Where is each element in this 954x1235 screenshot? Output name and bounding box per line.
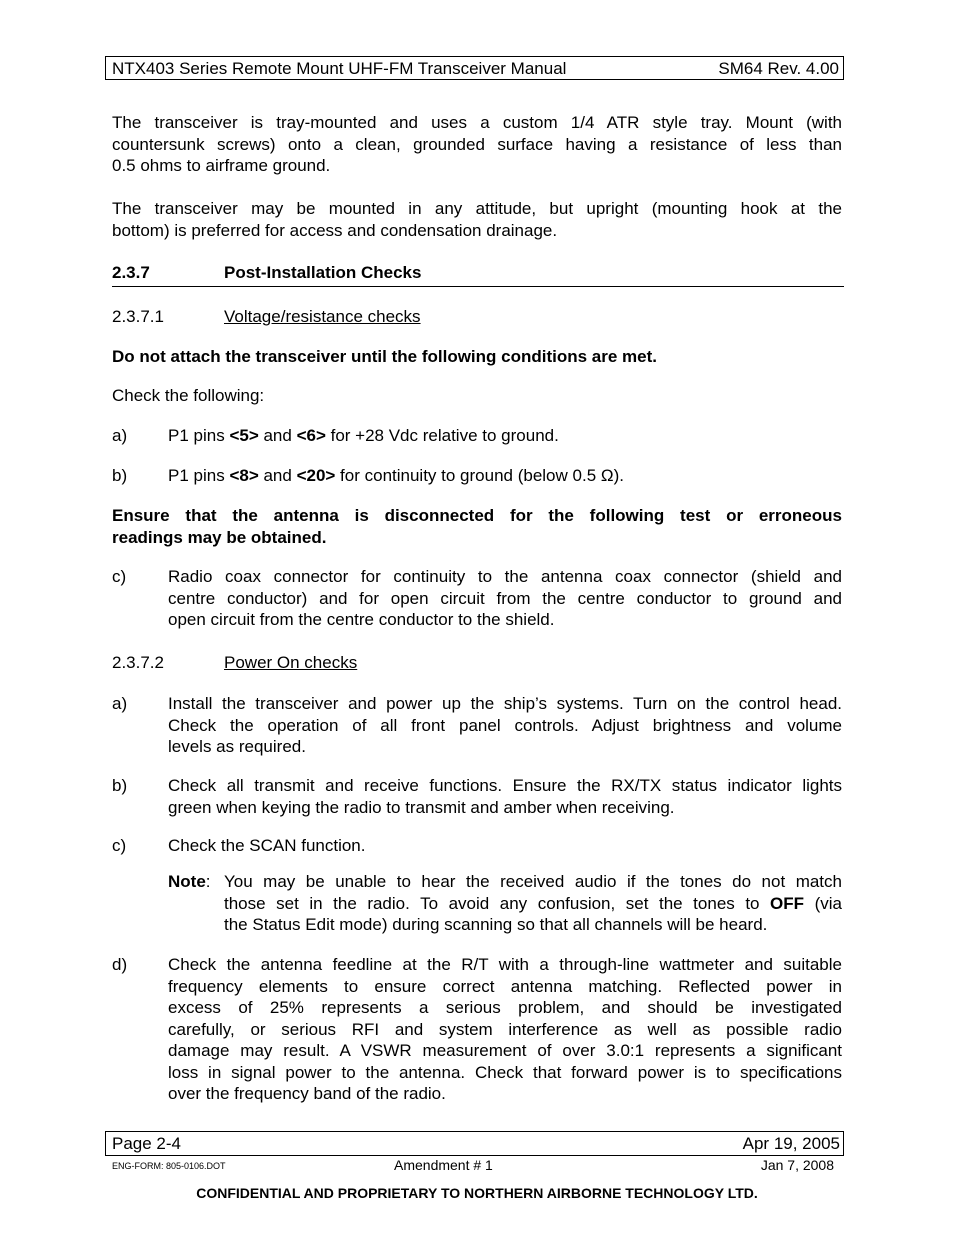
- intro-paragraph-1: [112, 112, 842, 177]
- attach-warning: Do not attach the transceiver until the following conditions are met.: [112, 347, 658, 366]
- item-body: [168, 775, 842, 818]
- item-label: b): [112, 776, 128, 795]
- item-body: [168, 954, 842, 1105]
- text-line: damage may result. A VSWR measurement of over 3.0:1 represents a significant: [168, 1041, 842, 1060]
- note-label: [168, 871, 211, 893]
- text-line: The transceiver is tray-mounted and uses a custom 1/4 ATR style tray. Mount (with: [112, 113, 842, 132]
- form-info-row: [112, 1157, 834, 1175]
- item-label: d): [112, 955, 128, 974]
- text-line: Check the antenna feedline at the R/T with a through-line wattmeter and suitable: [168, 955, 842, 974]
- subsection-heading-2-3-7-1: [112, 306, 421, 328]
- section-heading-2-3-7: [112, 262, 844, 287]
- doc-revision: SM64 Rev. 4.00: [718, 58, 839, 78]
- text-line: Ensure that the antenna is disconnected for the following test or erroneous: [112, 506, 842, 525]
- item-label: c): [112, 567, 127, 586]
- item-label: b): [112, 466, 128, 485]
- section-number: 2.3.7: [112, 263, 150, 282]
- pin-number: <20>: [296, 466, 336, 485]
- text-line: excess of 25% represents a serious problem, and should be investigated: [168, 998, 842, 1017]
- subsection-heading-2-3-7-2: [112, 652, 357, 674]
- issue-date: Apr 19, 2005: [742, 1133, 840, 1153]
- text-line: countersunk screws) onto a clean, grounded surface having a resistance of less than: [112, 134, 842, 154]
- text-run: and: [258, 426, 297, 445]
- page-header: [105, 56, 844, 80]
- check-intro: Check the following:: [112, 386, 265, 405]
- subsection-title: Power On checks: [224, 653, 358, 672]
- pin-number: <8>: [229, 466, 259, 485]
- text-line: centre conductor) and for open circuit from the centre conductor to ground and: [168, 588, 842, 608]
- text-run: for continuity to ground (below 0.5 Ω).: [335, 466, 624, 485]
- pin-number: <6>: [296, 426, 326, 445]
- text-line: Install the transceiver and power up the ship’s systems. Turn on the control head.: [168, 694, 842, 713]
- note-colon: :: [205, 872, 211, 891]
- text-line: over the frequency band of the radio.: [168, 1084, 446, 1103]
- text-line: bottom) is preferred for access and condensation drainage.: [112, 220, 558, 240]
- amendment-date: Jan 7, 2008: [760, 1157, 834, 1173]
- form-id: ENG-FORM: 805-0106.DOT: [112, 1161, 226, 1171]
- text-line: carefully, or serious RFI and system interference as well as possible radio: [168, 1019, 842, 1039]
- text-run: for +28 Vdc relative to ground.: [325, 426, 559, 445]
- section-title: Post-Installation Checks: [224, 263, 422, 282]
- text-line: You may be unable to hear the received audio if the tones do not match: [224, 872, 842, 891]
- text-line: Check the operation of all front panel controls. Adjust brightness and volume: [168, 715, 842, 735]
- text-line: green when keying the radio to transmit and amber when receiving.: [168, 797, 675, 817]
- text-line: open circuit from the centre conductor to the shield.: [168, 610, 555, 629]
- text-line: [224, 893, 842, 915]
- text-run: P1 pins: [168, 466, 230, 485]
- page-footer: [105, 1131, 844, 1156]
- manual-title: NTX403 Series Remote Mount UHF-FM Transceiver Manual: [112, 58, 567, 78]
- subsection-number: 2.3.7.1: [112, 307, 164, 326]
- intro-paragraph-2: [112, 198, 842, 241]
- text-line: loss in signal power to the antenna. Check that forward power is to specifications: [168, 1062, 842, 1082]
- text-line: the Status Edit mode) during scanning so that all channels will be heard.: [224, 915, 768, 934]
- item-label: c): [112, 836, 127, 855]
- text-run: those set in the radio. To avoid any confusion, set the tones to: [224, 893, 771, 913]
- text-line: Check all transmit and receive functions. Ensure the RX/TX status indicator lights: [168, 776, 842, 795]
- item-body: [168, 465, 842, 487]
- note-body: [224, 871, 842, 936]
- item-body: [168, 693, 842, 758]
- item-body: Check the SCAN function.: [168, 836, 366, 855]
- subsection-number: 2.3.7.2: [112, 653, 164, 672]
- item-body: [168, 425, 842, 447]
- off-keyword: OFF: [770, 893, 805, 913]
- subsection-title: Voltage/resistance checks: [224, 307, 421, 326]
- text-line: The transceiver may be mounted in any attitude, but upright (mounting hook at the: [112, 199, 842, 218]
- confidentiality-notice: CONFIDENTIAL AND PROPRIETARY TO NORTHERN AIRBORNE TECHNOLOGY LTD.: [196, 1185, 758, 1201]
- note-label-text: Note: [168, 872, 206, 891]
- item-body: [168, 566, 842, 631]
- text-run: and: [258, 466, 297, 485]
- item-label: a): [112, 426, 128, 445]
- text-line: readings may be obtained.: [112, 527, 327, 547]
- text-line: frequency elements to ensure correct antenna matching. Reflected power in: [168, 976, 842, 996]
- text-line: Radio coax connector for continuity to the antenna coax connector (shield and: [168, 567, 842, 586]
- page-number: Page 2-4: [112, 1133, 181, 1153]
- pin-number: <5>: [229, 426, 259, 445]
- text-line: 0.5 ohms to airframe ground.: [112, 156, 331, 175]
- antenna-warning: [112, 505, 842, 548]
- item-label: a): [112, 694, 128, 713]
- text-run: (via: [804, 893, 842, 913]
- amendment-number: Amendment # 1: [394, 1157, 493, 1173]
- text-line: levels as required.: [168, 737, 306, 756]
- text-run: P1 pins: [168, 426, 230, 445]
